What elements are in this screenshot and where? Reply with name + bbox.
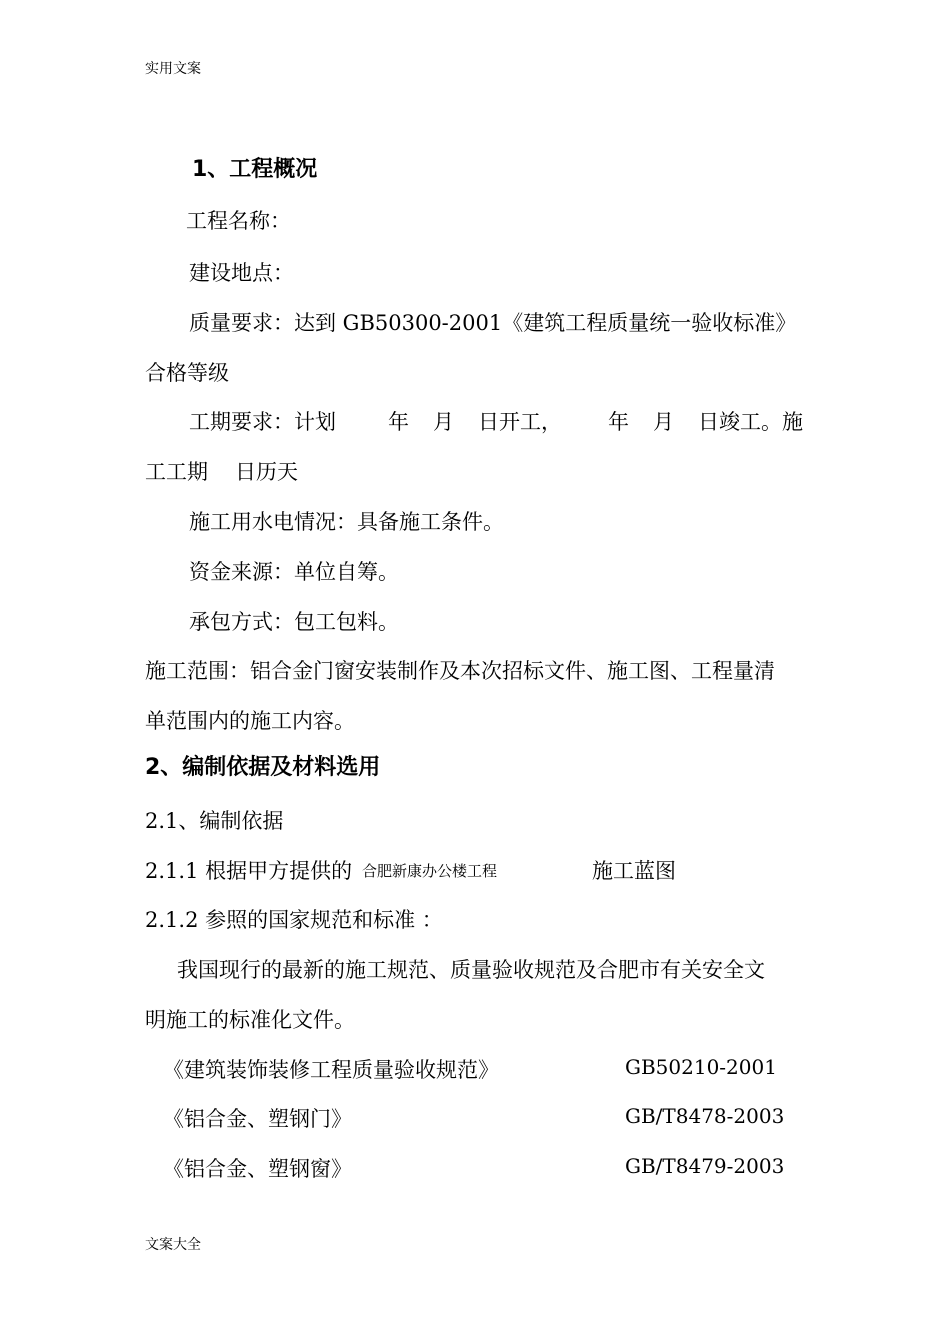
schedule-line-2b: 日历天 bbox=[235, 460, 298, 484]
schedule-year-1: 年 bbox=[388, 410, 409, 434]
location-field: 建设地点： bbox=[189, 261, 294, 285]
schedule-month-1: 月 bbox=[433, 410, 454, 434]
schedule-start: 日开工， bbox=[478, 410, 562, 434]
standards-para-line-1: 我国现行的最新的施工规范、质量验收规范及合肥市有关安全文 bbox=[177, 958, 765, 982]
quality-line-1: 质量要求：达到 GB50300-2001《建筑工程质量统一验收标准》 bbox=[189, 311, 797, 335]
quality-line-2: 合格等级 bbox=[145, 361, 229, 385]
standards-para-line-2: 明施工的标准化文件。 bbox=[145, 1008, 355, 1032]
section-2-title: 2、编制依据及材料选用 bbox=[145, 755, 381, 780]
standard-code: GB/T8479-2003 bbox=[625, 1154, 785, 1178]
schedule-prefix: 工期要求：计划 bbox=[189, 410, 336, 434]
schedule-year-2: 年 bbox=[608, 410, 629, 434]
scope-line-2: 单范围内的施工内容。 bbox=[145, 709, 355, 733]
item-2-1-1-prefix: 2.1.1 根据甲方提供的 bbox=[145, 859, 353, 883]
project-name-field: 工程名称： bbox=[186, 209, 291, 233]
page-header: 实用文案 bbox=[145, 61, 201, 77]
standard-code: GB50210-2001 bbox=[625, 1055, 777, 1079]
scope-line-1: 施工范围：铝合金门窗安装制作及本次招标文件、施工图、工程量清 bbox=[145, 659, 775, 683]
schedule-month-2: 月 bbox=[653, 410, 674, 434]
funding-line: 资金来源：单位自筹。 bbox=[189, 560, 399, 584]
standard-name: 《铝合金、塑钢窗》 bbox=[163, 1157, 352, 1181]
standard-name: 《铝合金、塑钢门》 bbox=[163, 1107, 352, 1131]
schedule-line-2a: 工工期 bbox=[145, 460, 208, 484]
item-2-1-1-suffix: 施工蓝图 bbox=[592, 859, 676, 883]
schedule-end: 日竣工。施 bbox=[698, 410, 803, 434]
item-2-1-1-project: 合肥新康办公楼工程 bbox=[362, 862, 498, 880]
item-2-1-2: 2.1.2 参照的国家规范和标准 ： bbox=[145, 908, 443, 932]
subsection-2-1: 2.1、编制依据 bbox=[145, 809, 284, 833]
utilities-line: 施工用水电情况：具备施工条件。 bbox=[189, 510, 504, 534]
page-footer: 文案大全 bbox=[145, 1237, 201, 1253]
standard-name: 《建筑装饰装修工程质量验收规范》 bbox=[163, 1058, 499, 1082]
contract-line: 承包方式：包工包料。 bbox=[189, 610, 399, 634]
section-1-title: 1、工程概况 bbox=[192, 157, 318, 182]
standard-code: GB/T8478-2003 bbox=[625, 1104, 785, 1128]
